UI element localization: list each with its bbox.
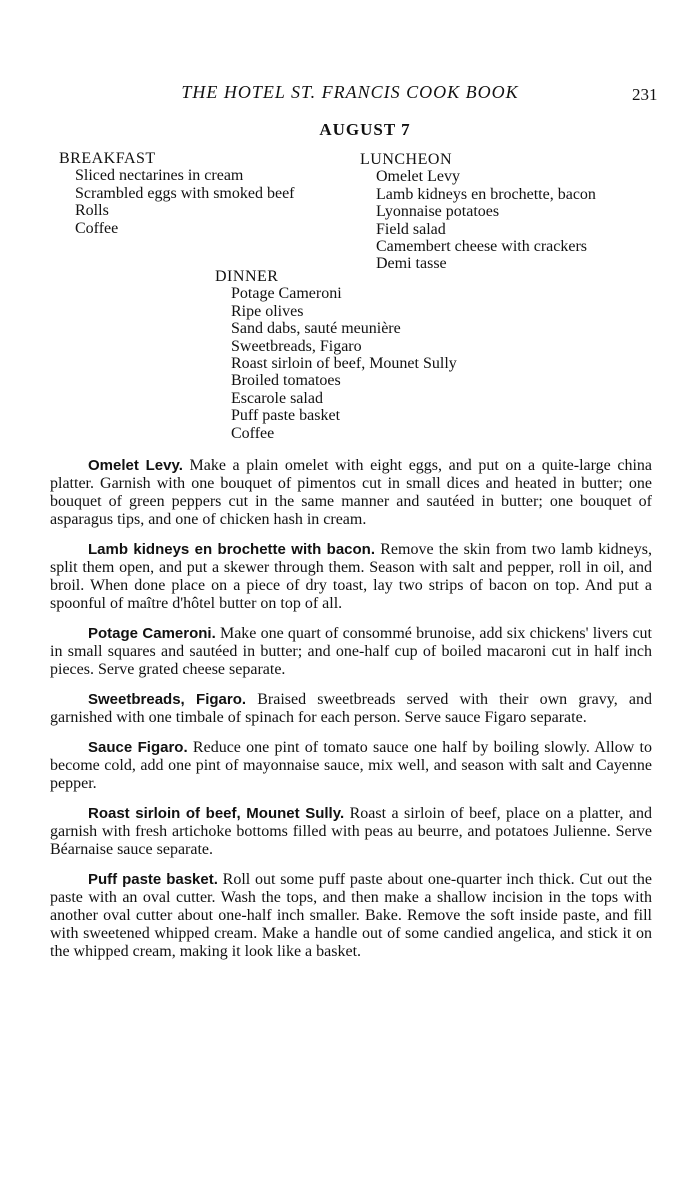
dinner-title: DINNER: [215, 268, 279, 285]
recipe-text: Roll out some puff paste about one-quarter inch thick. Cut out the paste with an oval cutter. Wash the tops, and then make a shallow incision in the tops with another oval cutter about one-half inch smaller. Bake. Remove the soft inside paste, and fill with sweetened whipped cream. Make a handle out of some candied angelica, and stick it on the whipped cream, making it look like a basket.: [50, 871, 653, 960]
luncheon-item: Camembert cheese with crackers: [376, 238, 588, 256]
luncheon-item: Omelet Levy: [376, 168, 460, 186]
recipe-paragraph: [50, 625, 652, 679]
recipe-section: [50, 457, 652, 973]
dinner-item: Ripe olives: [231, 302, 304, 320]
luncheon-item: Demi tasse: [376, 255, 447, 273]
dinner-item: Puff paste basket: [231, 407, 341, 425]
recipe-text: Remove the skin from two lamb kidneys, split them open, and put a skewer through them. Season with salt and pepper, roll in oil, and broil. When done place on a piece of dry toast, lay two strips of bacon on top. And put a spoonful of maître d'hôtel butter on top of all.: [50, 541, 653, 612]
recipe-paragraph: [50, 541, 652, 613]
date-heading: AUGUST 7: [319, 120, 411, 139]
recipe-name: Puff paste basket.: [88, 871, 218, 888]
dinner-item: Coffee: [231, 424, 275, 442]
dinner-menu: [215, 268, 457, 442]
recipe-paragraph: [50, 457, 652, 529]
dinner-item: Broiled tomatoes: [231, 372, 341, 390]
recipe-text: Make one quart of consommé brunoise, add six chickens' livers cut in small squares and sautéed in butter; and one-half cup of boiled macaroni cut in half inch pieces. Serve grated cheese separate.: [50, 625, 652, 678]
luncheon-item: Lamb kidneys en brochette, bacon: [376, 185, 596, 203]
recipe-name: Lamb kidneys en brochette with bacon.: [88, 541, 376, 558]
breakfast-item: Scrambled eggs with smoked beef: [75, 184, 295, 202]
recipe-text: Make a plain omelet with eight eggs, and put on a quite-large china platter. Garnish with one bouquet of pimentos cut in small dices and heated in butter; one bouquet of green peppers cut in the same manner and sautéed in butter; one bouquet of asparagus tips, and one of chicken hash in cream.: [50, 457, 653, 528]
page-number: 231: [632, 85, 658, 104]
breakfast-item: Rolls: [75, 202, 109, 220]
luncheon-item: Field salad: [376, 220, 446, 238]
luncheon-menu: [360, 151, 596, 273]
breakfast-menu: [59, 150, 295, 237]
recipe-name: Sauce Figaro.: [88, 739, 188, 756]
dinner-item: Potage Cameroni: [231, 285, 342, 303]
breakfast-title: BREAKFAST: [59, 150, 156, 167]
dinner-item: Roast sirloin of beef, Mounet Sully: [231, 355, 457, 373]
luncheon-title: LUNCHEON: [360, 151, 452, 168]
recipe-name: Omelet Levy.: [88, 457, 183, 474]
breakfast-item: Sliced nectarines in cream: [75, 167, 244, 185]
recipe-name: Potage Cameroni.: [88, 625, 216, 642]
recipe-paragraph: [50, 691, 652, 727]
recipe-name: Sweetbreads, Figaro.: [88, 691, 247, 708]
recipe-text: Reduce one pint of tomato sauce one half by boiling slowly. Allow to become cold, add one pint of mayonnaise sauce, mix well, and season with salt and Cayenne pepper.: [50, 739, 652, 792]
running-header: THE HOTEL ST. FRANCIS COOK BOOK: [181, 82, 519, 102]
recipe-text: Braised sweetbreads served with their own gravy, and garnished with one timbale of spinach for each person. Serve sauce Figaro separate.: [50, 691, 652, 726]
recipe-text: Roast a sirloin of beef, place on a platter, and garnish with fresh artichoke bottoms filled with peas au beurre, and potatoes Julienne. Serve Béarnaise sauce separate.: [50, 805, 653, 858]
dinner-item: Escarole salad: [231, 389, 323, 407]
dinner-item: Sand dabs, sauté meunière: [231, 320, 401, 338]
recipe-name: Roast sirloin of beef, Mounet Sully.: [88, 805, 345, 822]
luncheon-item: Lyonnaise potatoes: [376, 203, 500, 221]
recipe-paragraph: [50, 871, 652, 961]
recipe-paragraph: [50, 805, 652, 859]
breakfast-item: Coffee: [75, 219, 119, 237]
dinner-item: Sweetbreads, Figaro: [231, 337, 362, 355]
recipe-paragraph: [50, 739, 652, 793]
